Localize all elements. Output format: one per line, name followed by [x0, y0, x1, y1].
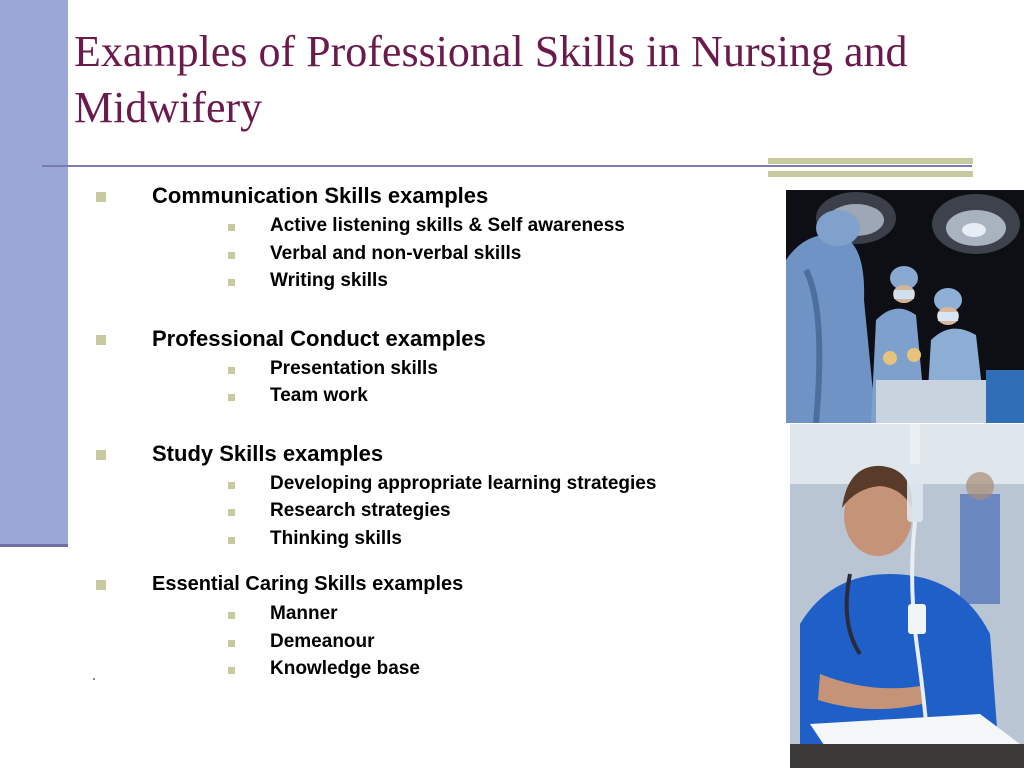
list-item: [0, 240, 780, 268]
square-bullet-icon: [228, 640, 235, 647]
list-item: [0, 655, 780, 683]
section-communication: [0, 180, 780, 295]
square-bullet-icon: [228, 367, 235, 374]
square-bullet-icon: [96, 450, 106, 460]
list-item: [0, 470, 780, 498]
list-item-text: Team work: [270, 385, 368, 406]
list-item: [0, 382, 780, 410]
list-item: [0, 267, 780, 295]
list-item-text: Presentation skills: [270, 357, 438, 379]
surgery-team-illustration: [786, 190, 1024, 423]
square-bullet-icon: [228, 537, 235, 544]
nurse-iv-drip-photo: [790, 424, 1024, 768]
square-bullet-icon: [228, 509, 235, 516]
list-item-text: Research strategies: [270, 500, 451, 521]
square-bullet-icon: [228, 224, 235, 231]
square-bullet-icon: [228, 279, 235, 286]
slide-title: Examples of Professional Skills in Nursing and Midwifery: [74, 27, 908, 132]
section-study-skills: [0, 438, 780, 553]
list-item-text: Demeanour: [270, 630, 375, 652]
section-heading: [0, 568, 780, 600]
stray-dot: [93, 678, 95, 680]
square-bullet-icon: [228, 612, 235, 619]
list-item: [0, 212, 780, 240]
list-item: [0, 628, 780, 656]
section-essential-caring: [0, 568, 780, 683]
list-item-text: Knowledge base: [270, 658, 420, 679]
slide-content: [0, 180, 780, 683]
list-item-text: Manner: [270, 603, 338, 624]
section-heading: [0, 180, 780, 212]
list-item: [0, 525, 780, 553]
title-divider-accent: [768, 158, 973, 178]
nurse-iv-drip-illustration: [790, 424, 1024, 768]
list-item: [0, 600, 780, 628]
section-heading-text: Professional Conduct examples: [152, 325, 486, 351]
square-bullet-icon: [228, 394, 235, 401]
surgery-team-photo: [786, 190, 1024, 423]
square-bullet-icon: [96, 335, 106, 345]
list-item-text: Active listening skills & Self awareness: [270, 215, 625, 236]
section-heading: [0, 323, 780, 355]
square-bullet-icon: [96, 192, 106, 202]
square-bullet-icon: [228, 667, 235, 674]
list-item-text: Developing appropriate learning strategies: [270, 472, 657, 494]
section-heading-text: Communication Skills examples: [152, 183, 489, 208]
section-heading: [0, 438, 780, 470]
square-bullet-icon: [228, 482, 235, 489]
list-item: [0, 355, 780, 383]
list-item-text: Verbal and non-verbal skills: [270, 242, 522, 264]
square-bullet-icon: [96, 580, 106, 590]
square-bullet-icon: [228, 252, 235, 259]
list-item-text: Thinking skills: [270, 527, 402, 549]
section-heading-text: Essential Caring Skills examples: [152, 573, 464, 595]
section-heading-text: Study Skills examples: [152, 440, 384, 466]
list-item-text: Writing skills: [270, 270, 388, 291]
section-professional-conduct: [0, 323, 780, 410]
list-item: [0, 497, 780, 525]
